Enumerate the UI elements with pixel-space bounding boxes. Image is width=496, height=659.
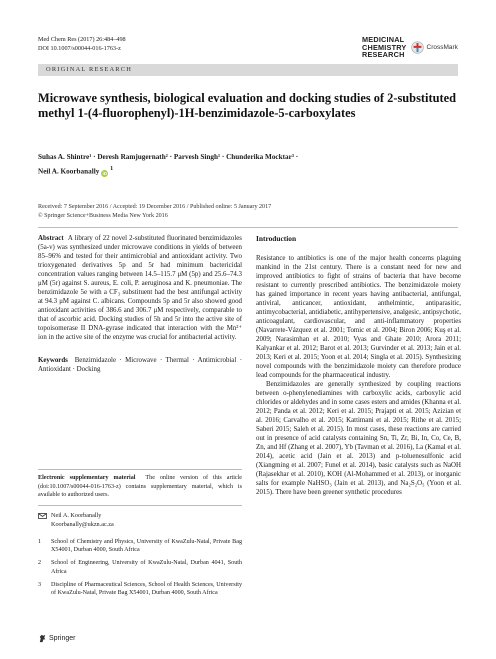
envelope-icon [38, 513, 47, 519]
keywords [38, 356, 242, 374]
esm-text[interactable]: The online version of this article (doi:10.1007/s00044-016-1763-z) contains supplementary material, which is available to authorized users. [38, 475, 242, 499]
esm-label: Electronic supplementary material [38, 475, 136, 482]
abstract-label: Abstract [38, 235, 64, 242]
journal-logo [362, 36, 458, 59]
correspondence-name: Neil A. Koorbanally [51, 512, 102, 520]
esm-note [38, 474, 242, 499]
section-label: ORIGINAL RESEARCH [46, 66, 133, 73]
doi-line[interactable]: DOI 10.1007/s00044-016-1763-z [38, 44, 121, 52]
affiliation-item [38, 538, 242, 555]
journal-header [38, 36, 126, 53]
section-bar [38, 64, 458, 76]
divider [38, 505, 242, 506]
article-title: Microwave synthesis, biological evaluation and docking studies of 2-substituted methyl 1-(4-fluorophenyl)-1H-benzimidazole-5-carboxylates [38, 91, 457, 121]
logo-line-1: MEDICINAL [362, 35, 405, 44]
crossmark-icon [411, 41, 424, 54]
orcid-icon[interactable]: iD [102, 170, 108, 176]
corresponding-author[interactable]: Neil A. Koorbanally [38, 167, 100, 176]
correspondence [38, 512, 242, 529]
dates-line: Received: 7 September 2016 / Accepted: 19 December 2016 / Published online: 5 January 2017 [38, 204, 272, 210]
page-footer [38, 634, 75, 643]
affiliation-item [38, 581, 242, 598]
introduction-heading: Introduction [256, 234, 297, 243]
crossmark-label: CrossMark [426, 44, 458, 51]
abstract [38, 234, 242, 342]
springer-horse-icon [38, 634, 47, 643]
introduction-para-1: Resistance to antibiotics is one of the major health concerns plaguing mankind in the 21st century. There is a constant need for new and improved antibiotics to fight of strains of bacteria that have become resistant to currently prescribed antibiotics. The benzimidazole moiety has gained importance in recent years having antibacterial, antifungal, antiviral, anticancer, antioxidant, anthelmintic, antiparasitic, antimycobacterial, antidiabetic, antihypertensive, analgesic, antipsychotic, anticoagulant, cardiovascular, and anti-inflammatory properties (Navarrete-Vázquez et al. 2001; Tomic et al. 2004; Biron 2006; Kuş et al. 2009; Narasimhan et al. 2010; Vyas and Ghate 2010; Arora 2011; Kalyankar et al. 2012; Barot et al. 2013; Gurvinder et al. 2013; Jain et al. 2013; Keri et al. 2015; Yoon et al. 2014; Singla et al. 2015). Synthesizing novel compounds with the benzimidazole moiety can therefore produce lead compounds for the pharmaceutical industry. [256, 255, 461, 380]
abstract-text: A library of 22 novel 2-substituted fluorinated benzimidazoles (5a-v) was synthesized under microwave conditions in yields of between 85–96% and tested for their antimicrobial and antioxidant activity. Two trioxygenated derivatives 5p and 5r had minimum bactericidal concentration values ranging between 14.5–115.7 μM (5p) and 25.6–74.3 μM (5r) against S. aureus, E. coli, P. aeruginosa and K. pneumoniae. The benzimidazole 5e with a CF₃ substituent had the best antifungal activity at 94.3 μM against C. albicans. Compounds 5p and 5r also showed good antioxidant activities of 386.6 and 306.7 μM respectively, comparable to that of ascorbic acid. Docking studies of 5h and 5r into the active site of topoisomerase II DNA-gyrase indicated that interaction with the Mn²⁺ ion in the active site of the enzyme was crucial for antibacterial activity. [38, 235, 242, 342]
author-list [38, 151, 458, 178]
affiliation-text: School of Chemistry and Physics, University of KwaZulu-Natal, Private Bag X54001, Durban 4000, South Africa [51, 538, 242, 553]
keywords-label: Keywords [38, 357, 68, 365]
divider [38, 469, 242, 470]
authors-line-1: Suhas A. Shintre¹ · Deresh Ramjugernath² · Parvesh Singh¹ · Chunderika Mocktar³ · [38, 153, 299, 161]
left-column [38, 234, 242, 602]
publication-dates [38, 203, 271, 221]
introduction-para-2: Benzimidazoles are generally synthesized by coupling reactions between o-phenylenediamines with carboxylic acids, carboxylic acid chlorides or aldehydes and in some cases esters and amides (Khanna et al. 2012; Panda et al. 2012; Keri et al. 2015; Prajapti et al. 2015; Azizian et al. 2016; Carvalho et al. 2015; Kattimani et al. 2015; Rithe et al. 2015; Saberi 2015; Saleh et al. 2015). In most cases, these reactions are carried out in presence of acid catalysts containing Sn, Ti, Zr, Bi, In, Co, Ce, B, Zn, and Hf (Zhang et al. 2007), Yb (Tavman et al. 2016), La (Kamal et al. 2014), acetic acid (Jain et al. 2013) and p-toluenesulfonic acid (Xiangming et al. 2007; Funel et al. 2014), basic catalysts such as NaOH (Rajasekhar et al. 2010), KOH (Al-Mohammed et al. 2013), or inorganic salts for example NaHSO₃ (Jain et al. 2013), and Na₂S₂O₅ (Yoon et al. 2015). There have been greener synthetic procedures [256, 381, 461, 497]
author-affiliation-sup: 1 [110, 166, 114, 173]
authors-line-2 [38, 163, 458, 178]
right-column [256, 234, 461, 497]
affiliation-number: 1 [38, 538, 42, 545]
crossmark-badge[interactable] [411, 41, 458, 54]
divider [38, 227, 458, 228]
affiliation-text: Discipline of Pharmaceutical Sciences, School of Health Sciences, University of KwaZulu-Natal, Private Bag X54001, Durban 4000, South Africa [51, 581, 242, 597]
affiliations [38, 538, 242, 598]
affiliation-item [38, 559, 242, 576]
logo-line-2: CHEMISTRY [362, 42, 407, 52]
journal-citation: Med Chem Res (2017) 26:484–498 [38, 36, 126, 43]
affiliation-number: 3 [38, 581, 42, 588]
logo-text [362, 36, 407, 59]
publisher-name: Springer [49, 635, 76, 642]
copyright-line: © Springer Science+Business Media New York 2016 [38, 213, 168, 219]
affiliation-text: School of Engineering, University of KwaZulu-Natal, Durban 4041, South Africa [51, 560, 242, 575]
logo-line-3: RESEARCH [362, 50, 405, 60]
affiliation-number: 2 [38, 560, 42, 567]
correspondence-email[interactable]: Koorbanally@ukzn.ac.za [51, 521, 114, 529]
keywords-text: Benzimidazole · Microwave · Thermal · Antimicrobial · Antioxidant · Docking [38, 357, 242, 374]
